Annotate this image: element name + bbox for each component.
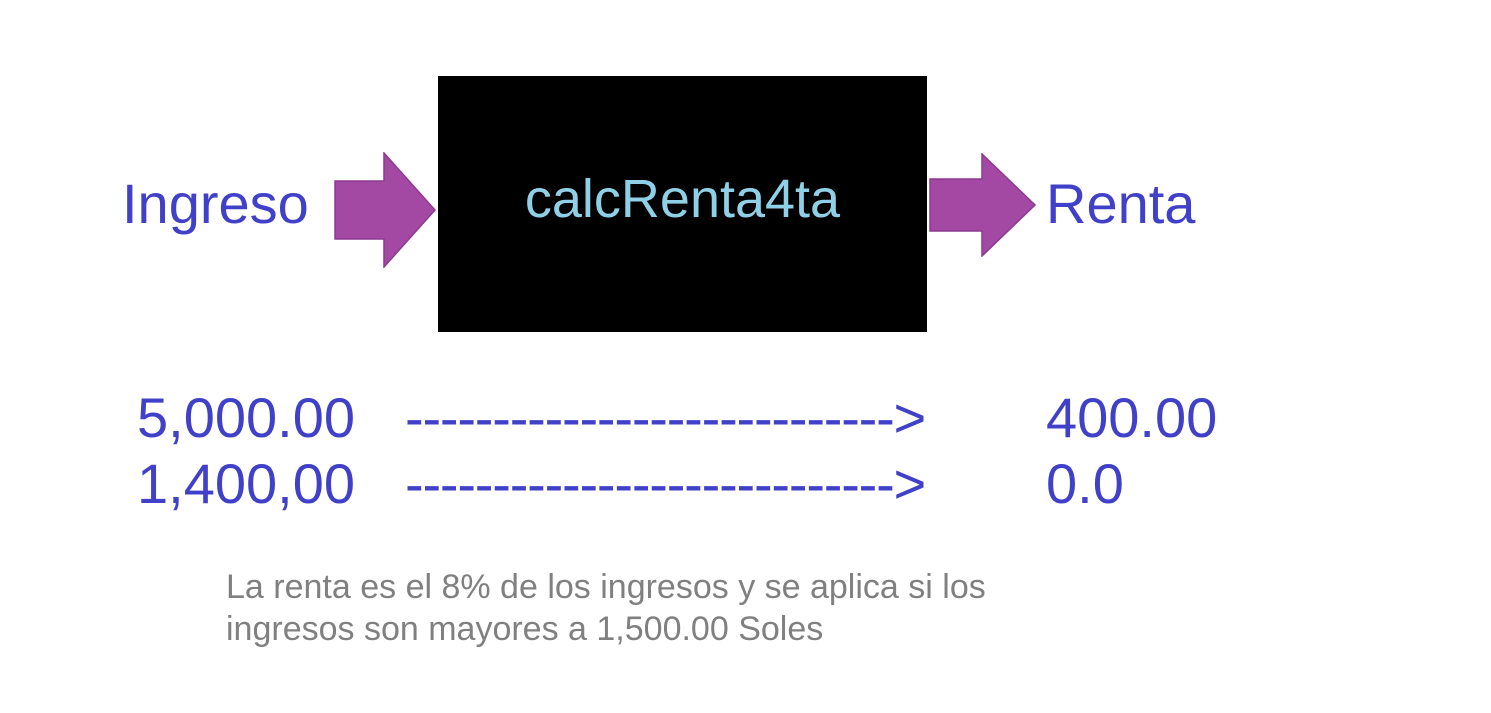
right-arrow-icon	[929, 153, 1036, 257]
rule-note-line: ingresos son mayores a 1,500.00 Soles	[226, 610, 824, 648]
function-box	[438, 76, 927, 332]
example-arrow: ---------------------------->	[405, 386, 926, 449]
right-arrow-icon	[334, 152, 436, 268]
example-input-value: 5,000.00	[137, 386, 355, 449]
example-input-value: 1,400,00	[137, 452, 355, 515]
output-label: Renta	[1046, 172, 1196, 235]
input-label: Ingreso	[122, 172, 309, 235]
example-row	[0, 386, 1491, 452]
example-arrow: ---------------------------->	[405, 452, 926, 515]
rule-note-line: La renta es el 8% de los ingresos y se aplica si los	[226, 568, 986, 606]
rule-note	[226, 566, 1086, 650]
example-row	[0, 452, 1491, 518]
function-name: calcRenta4ta	[524, 169, 841, 229]
example-output-value: 400.00	[1046, 386, 1218, 449]
example-output-value: 0.0	[1046, 452, 1124, 515]
